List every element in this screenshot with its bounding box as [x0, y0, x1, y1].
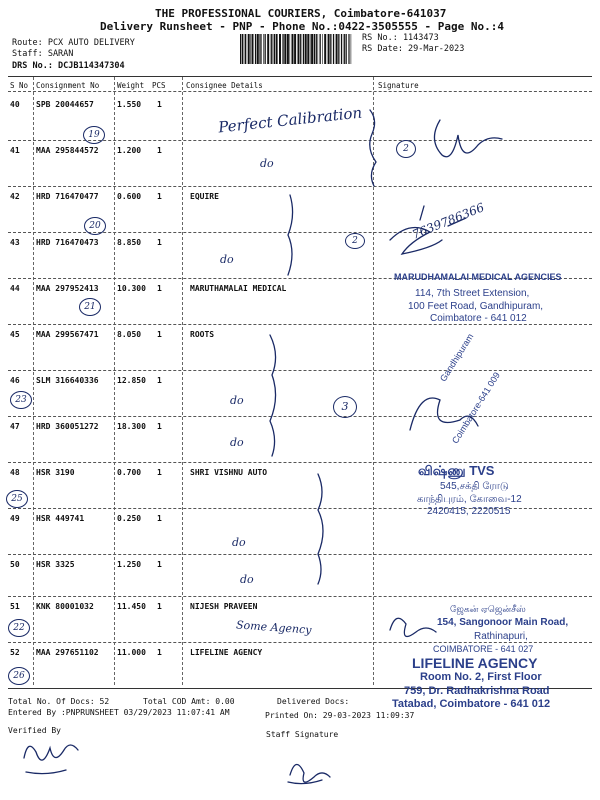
- row-weight: 0.250: [117, 514, 142, 523]
- col-header-pcs: PCS: [152, 81, 166, 90]
- header-rule: [8, 91, 592, 92]
- barcode-bar: [248, 34, 250, 64]
- stamp-line: LIFELINE AGENCY: [412, 655, 538, 671]
- col-divider: [114, 77, 115, 685]
- stamp-line: 100 Feet Road, Gandhipuram,: [408, 301, 544, 312]
- barcode-bar: [351, 34, 352, 64]
- barcode-bar: [349, 34, 350, 64]
- stamp-line: Tatabad, Coimbatore - 641 012: [392, 698, 551, 710]
- staff-label: Staff: SARAN: [12, 49, 74, 59]
- col-divider: [182, 77, 183, 685]
- row-divider: [8, 186, 592, 187]
- barcode-bar: [273, 34, 274, 64]
- row-weight: 12.850: [117, 376, 146, 385]
- row-pcs: 1: [157, 560, 162, 569]
- barcode-bar: [244, 34, 245, 64]
- row-weight: 1.200: [117, 146, 142, 155]
- handwritten-do-mark: do: [230, 394, 244, 407]
- stamp-line: Room No. 2, First Floor: [420, 671, 542, 683]
- barcode-bar: [336, 34, 338, 64]
- stamp-line: 114, 7th Street Extension,: [415, 288, 530, 299]
- row-weight: 18.300: [117, 422, 146, 431]
- stamp-line: Coimbatore - 641 012: [430, 313, 527, 324]
- row-weight: 8.050: [117, 330, 142, 339]
- row-sno: 48: [10, 468, 20, 477]
- barcode-bar: [261, 34, 262, 64]
- row-consignment: HSR 3190: [36, 468, 75, 477]
- row-consignment: HRD 360051272: [36, 422, 99, 431]
- handwritten-do-mark: do: [220, 253, 234, 266]
- delivered-docs: Delivered Docs:: [277, 697, 350, 706]
- row-sno: 44: [10, 284, 20, 293]
- barcode-bar: [257, 34, 259, 64]
- stamp-line: Rathinapuri,: [474, 631, 528, 642]
- col-header-signature: Signature: [378, 81, 419, 90]
- row-weight: 8.850: [117, 238, 142, 247]
- barcode-bar: [245, 34, 246, 64]
- row-consignment: SLM 316640336: [36, 376, 99, 385]
- row-consignment: MAA 299567471: [36, 330, 99, 339]
- circled-number: 19: [83, 126, 105, 144]
- barcode-bar: [267, 34, 269, 64]
- barcode-bar: [255, 34, 256, 64]
- row-weight: 1.250: [117, 560, 142, 569]
- row-divider: [8, 324, 592, 325]
- row-sno: 50: [10, 560, 20, 569]
- barcode-bar: [324, 34, 326, 64]
- barcode-bar: [310, 34, 311, 64]
- row-pcs: 1: [157, 468, 162, 477]
- brace-stroke: [318, 474, 323, 584]
- stamp-line: Coimbatore-641 009: [450, 370, 502, 446]
- barcode-bar: [274, 34, 275, 64]
- brace-stroke: [270, 335, 276, 456]
- handwritten-do-mark: do: [230, 436, 244, 449]
- signature-stroke: [24, 745, 78, 774]
- barcode-bar: [284, 34, 286, 64]
- row-consignment: HSR 449741: [36, 514, 85, 523]
- handwritten-perfect-calibration: Perfect Calibration: [217, 103, 363, 137]
- barcode-bar: [305, 34, 307, 64]
- row-weight: 0.700: [117, 468, 142, 477]
- stamp-line: 2420415, 2220515: [427, 506, 511, 517]
- row-consignment: SPB 20044657: [36, 100, 94, 109]
- stamp-line: MARUDHAMALAI MEDICAL AGENCIES: [394, 272, 562, 282]
- row-pcs: 1: [157, 284, 162, 293]
- barcode-bar: [333, 34, 334, 64]
- handwritten-some-agency: Some Agency: [235, 618, 312, 637]
- row-pcs: 1: [157, 376, 162, 385]
- printed-on: Printed On: 29-03-2023 11:09:37: [265, 711, 415, 720]
- circled-number: 26: [8, 667, 30, 685]
- barcode-bar: [294, 34, 296, 64]
- barcode-bar: [330, 34, 331, 64]
- barcode-bar: [290, 34, 291, 64]
- row-consignee: ROOTS: [190, 330, 215, 339]
- verified-by-label: Verified By: [8, 726, 61, 735]
- total-cod: Total COD Amt: 0.00: [143, 697, 235, 706]
- table-top-rule: [8, 76, 592, 77]
- row-consignment: HRD 716470477: [36, 192, 99, 201]
- barcode-bar: [346, 34, 347, 64]
- row-consignment: KNK 80001032: [36, 602, 94, 611]
- handwritten-do-mark: do: [232, 536, 246, 549]
- runsheet-title: Delivery Runsheet - PNP - Phone No.:0422-3505555 - Page No.:4: [100, 20, 504, 33]
- barcode-bar: [259, 34, 260, 64]
- row-consignment: MAA 295844572: [36, 146, 99, 155]
- signature-stroke: [434, 120, 502, 157]
- row-sno: 46: [10, 376, 20, 385]
- row-sno: 52: [10, 648, 20, 657]
- row-pcs: 1: [157, 330, 162, 339]
- col-divider: [373, 77, 374, 685]
- row-pcs: 1: [157, 146, 162, 155]
- row-consignment: MAA 297952413: [36, 284, 99, 293]
- row-consignment: MAA 297651102: [36, 648, 99, 657]
- barcode-bar: [314, 34, 315, 64]
- row-pcs: 1: [157, 192, 162, 201]
- row-sno: 43: [10, 238, 20, 247]
- barcode-bar: [338, 34, 339, 64]
- barcode-bar: [307, 34, 309, 64]
- circled-number: 23: [10, 391, 32, 409]
- barcode-bar: [252, 34, 254, 64]
- row-pcs: 1: [157, 648, 162, 657]
- barcode-bar: [263, 34, 264, 64]
- barcode-bar: [303, 34, 304, 64]
- row-consignee: MARUTHAMALAI MEDICAL: [190, 284, 287, 293]
- circled-number: 25: [6, 490, 28, 508]
- barcode-bar: [311, 34, 313, 64]
- row-pcs: 1: [157, 422, 162, 431]
- row-divider: [8, 462, 592, 463]
- stamp-line: 545,சக்தி ரோடு: [440, 481, 509, 492]
- row-consignee: NIJESH PRAVEEN: [190, 602, 258, 611]
- row-divider: [8, 596, 592, 597]
- drs-number: DRS No.: DCJB114347304: [12, 61, 125, 71]
- stamp-line: 759, Dr. Radhakrishna Road: [404, 685, 550, 697]
- stamp-line: விஷ்ணு TVS: [418, 463, 495, 478]
- barcode-bar: [242, 34, 243, 64]
- barcode-bar: [276, 34, 278, 64]
- circled-number: 2: [396, 140, 416, 158]
- barcode-image: [240, 34, 352, 64]
- stamp-line: 154, Sangonoor Main Road,: [437, 617, 569, 628]
- row-divider: [8, 554, 592, 555]
- signature-stroke: [288, 764, 330, 783]
- barcode-bar: [328, 34, 330, 64]
- row-weight: 11.000: [117, 648, 146, 657]
- handwritten-do-mark: do: [260, 157, 274, 170]
- circled-number: 2: [345, 233, 365, 249]
- staff-signature-label: Staff Signature: [266, 730, 339, 739]
- row-weight: 11.450: [117, 602, 146, 611]
- row-sno: 45: [10, 330, 20, 339]
- col-divider: [33, 77, 34, 685]
- barcode-bar: [250, 34, 251, 64]
- row-sno: 51: [10, 602, 20, 611]
- row-sno: 49: [10, 514, 20, 523]
- entered-by: Entered By :PNPRUNSHEET 03/29/2023 11:07:41 AM: [8, 708, 230, 717]
- row-consignee: LIFELINE AGENCY: [190, 648, 263, 657]
- handwritten-do-mark: do: [240, 573, 254, 586]
- barcode-bar: [300, 34, 301, 64]
- col-header-consignee: Consignee Details: [186, 81, 263, 90]
- row-weight: 1.550: [117, 100, 142, 109]
- col-header-sno: S No: [10, 81, 29, 90]
- row-weight: 10.300: [117, 284, 146, 293]
- route-label: Route: PCX AUTO DELIVERY: [12, 38, 135, 48]
- stamp-line: ஜேகன் ஏஜென்சீஸ்: [450, 604, 526, 614]
- circled-number: 3: [333, 396, 357, 418]
- row-sno: 40: [10, 100, 20, 109]
- col-header-weight: Weight: [117, 81, 145, 90]
- total-docs: Total No. Of Docs: 52: [8, 697, 110, 706]
- row-sno: 41: [10, 146, 20, 155]
- handwritten-phone-number: 7639786366: [410, 200, 487, 242]
- barcode-bar: [279, 34, 281, 64]
- circled-number: 22: [8, 619, 30, 637]
- rs-date: RS Date: 29-Mar-2023: [362, 44, 465, 54]
- barcode-bar: [298, 34, 300, 64]
- row-sno: 42: [10, 192, 20, 201]
- barcode-bar: [341, 34, 342, 64]
- barcode-bar: [240, 34, 241, 64]
- row-consignee: EQUIRE: [190, 192, 219, 201]
- row-pcs: 1: [157, 100, 162, 109]
- barcode-bar: [318, 34, 319, 64]
- circled-number: 21: [79, 298, 101, 316]
- rs-number: RS No.: 1143473: [362, 33, 439, 43]
- barcode-bar: [348, 34, 349, 64]
- barcode-bar: [265, 34, 266, 64]
- row-pcs: 1: [157, 514, 162, 523]
- row-divider: [8, 370, 592, 371]
- signature-stroke: [390, 618, 436, 636]
- row-pcs: 1: [157, 238, 162, 247]
- brace-stroke: [288, 195, 293, 275]
- barcode-bar: [292, 34, 294, 64]
- barcode-bar: [287, 34, 289, 64]
- company-title: THE PROFESSIONAL COURIERS, Coimbatore-641037: [155, 7, 447, 20]
- row-divider: [8, 416, 592, 417]
- row-consignee: SHRI VISHNU AUTO: [190, 468, 268, 477]
- barcode-bar: [344, 34, 345, 64]
- row-consignment: HRD 716470473: [36, 238, 99, 247]
- barcode-bar: [322, 34, 323, 64]
- barcode-bar: [316, 34, 317, 64]
- row-pcs: 1: [157, 602, 162, 611]
- stamp-line: காந்திபுரம், கோவை-12: [417, 494, 522, 505]
- row-consignment: HSR 3325: [36, 560, 75, 569]
- stamp-line: Gandhipuram: [438, 331, 476, 384]
- barcode-bar: [320, 34, 321, 64]
- stamp-line: COIMBATORE - 641 027: [433, 644, 534, 654]
- col-header-consignment: Consignment No: [36, 81, 100, 90]
- row-sno: 47: [10, 422, 20, 431]
- row-divider: [8, 642, 592, 643]
- row-weight: 0.600: [117, 192, 142, 201]
- circled-number: 20: [84, 217, 106, 235]
- barcode-bar: [282, 34, 283, 64]
- barcode-bar: [271, 34, 272, 64]
